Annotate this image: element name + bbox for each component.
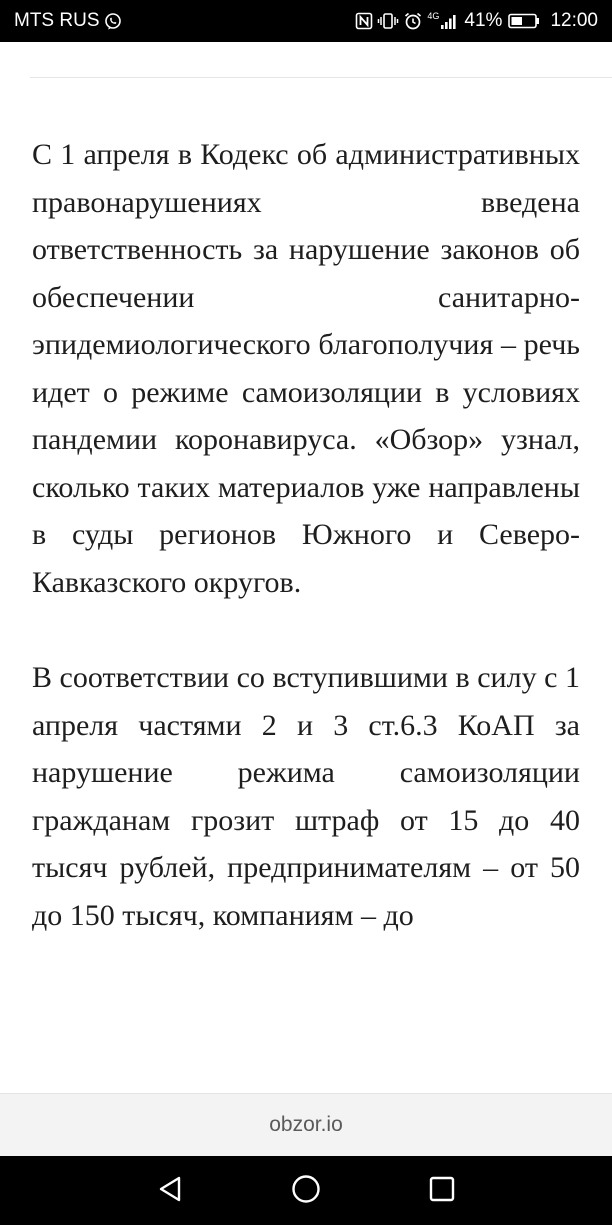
article-paragraph-2: В соответствии со вступившими в силу с 1 апреля частями 2 и 3 ст.6.3 КоАП за нарушение режима самоизоляции гражданам грозит штраф от 15 до 40 тысяч рублей, предпринимателям – от 50 до 150 тысяч, компаниям – до [32,661,580,932]
status-right [351,10,598,32]
signal-icon [440,10,458,32]
article-body [32,131,580,987]
alarm-icon [403,10,423,32]
clock: 12:00 [550,10,598,31]
vibrate-icon [377,10,399,32]
browser-url-bar[interactable] [0,1093,612,1156]
carrier-label: MTS RUS [14,10,100,31]
back-icon [157,1175,183,1208]
top-divider [30,77,612,78]
home-icon [291,1174,321,1209]
nfc-icon [355,10,373,32]
network-type-label: 4G [427,10,440,21]
viber-icon [104,10,122,32]
recents-icon [428,1175,456,1208]
navigation-bar [0,1156,612,1225]
url-text[interactable]: obzor.io [269,1113,343,1136]
recents-button[interactable] [427,1176,457,1206]
battery-percent: 41% [464,10,503,31]
status-left [14,10,122,32]
back-button[interactable] [155,1176,185,1206]
home-button[interactable] [291,1176,321,1206]
article-paragraph-1: С 1 апреля в Кодекс об административных правонарушениях введена ответственность за нарушение законов об обеспечении санитарно-эпидемиологического благополучия – речь идет о режиме самоизоляции в условиях пандемии коронавируса. «Обзор» узнал, сколько таких материалов уже направлены в суды регионов Южного и Северо-Кавказского округов. [32,138,580,599]
battery-icon [508,10,540,32]
status-bar [0,0,612,42]
